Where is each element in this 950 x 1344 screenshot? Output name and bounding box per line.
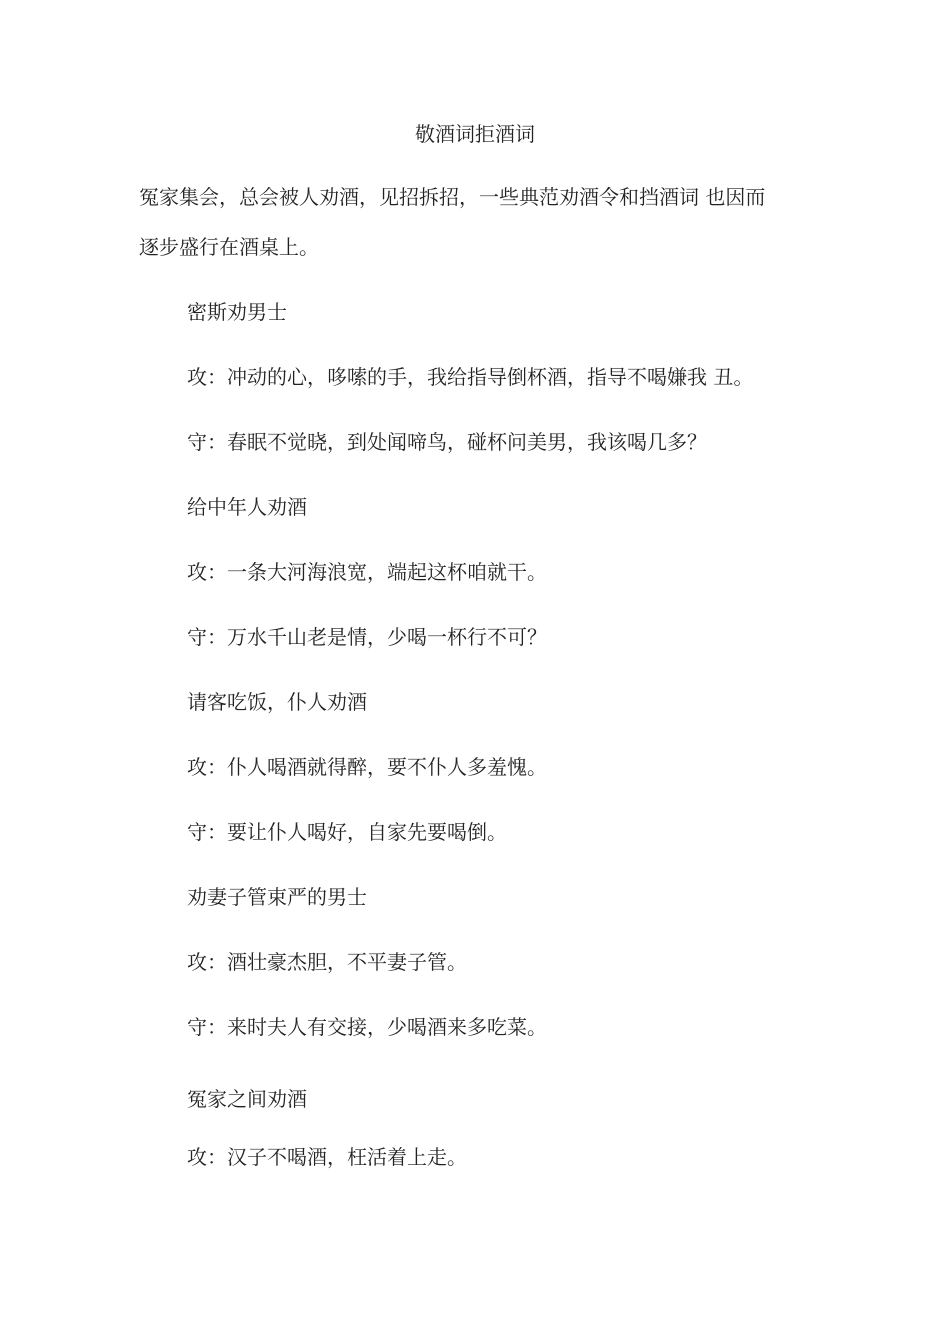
- section-heading: 密斯劝男士: [187, 300, 287, 324]
- section-heading: 劝妻子管束严的男士: [187, 885, 367, 909]
- attack-line: 攻：仆人喝酒就得醉，要不仆人多羞愧。: [187, 755, 547, 779]
- defend-line: 守：万水千山老是情，少喝一杯行不可？: [187, 625, 547, 649]
- intro-line-2: 逐步盛行在酒桌上。: [139, 235, 319, 259]
- defend-line: 守：来时夫人有交接，少喝酒来多吃菜。: [187, 1015, 547, 1039]
- defend-line: 守：要让仆人喝好，自家先要喝倒。: [187, 820, 507, 844]
- attack-line: 攻：汉子不喝酒，枉活着上走。: [187, 1145, 467, 1169]
- section-heading: 请客吃饭，仆人劝酒: [187, 690, 367, 714]
- defend-line: 守：春眠不觉晓，到处闻啼鸟，碰杯问美男，我该喝几多？: [187, 430, 707, 454]
- attack-line: 攻：一条大河海浪宽，端起这杯咱就干。: [187, 560, 547, 584]
- document-title: 敬酒词拒酒词: [415, 122, 535, 146]
- intro-line-1: 冤家集会，总会被人劝酒，见招拆招，一些典范劝酒令和挡酒词 也因而: [139, 185, 766, 209]
- attack-line: 攻：酒壮豪杰胆，不平妻子管。: [187, 950, 467, 974]
- section-heading: 给中年人劝酒: [187, 495, 307, 519]
- attack-line: 攻：冲动的心，哆嗦的手，我给指导倒杯酒，指导不喝嫌我 丑。: [187, 365, 754, 389]
- section-heading: 冤家之间劝酒: [187, 1087, 307, 1111]
